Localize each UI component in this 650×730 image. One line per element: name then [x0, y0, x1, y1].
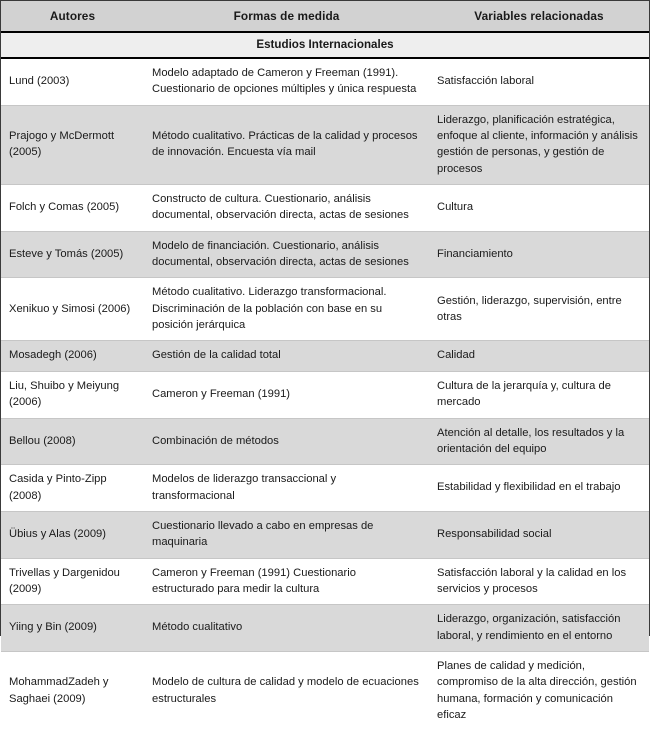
cell-autores: MohammadZadeh y Saghaei (2009): [1, 651, 144, 730]
table-row: [1, 418, 649, 465]
table-row: [1, 278, 649, 341]
table-row: [1, 231, 649, 278]
table-row: [1, 58, 649, 105]
cell-autores: Liu, Shuibo y Meiyung (2006): [1, 371, 144, 418]
cell-autores: Bellou (2008): [1, 418, 144, 465]
table-row: [1, 341, 649, 371]
table-row: [1, 465, 649, 512]
column-header-formas: Formas de medida: [144, 1, 429, 32]
cell-formas: Método cualitativo: [144, 605, 429, 652]
table-row: [1, 371, 649, 418]
cell-autores: Folch y Comas (2005): [1, 185, 144, 232]
table-row: [1, 605, 649, 652]
cell-formas: Gestión de la calidad total: [144, 341, 429, 371]
cell-formas: Cameron y Freeman (1991) Cuestionario estructurado para medir la cultura: [144, 558, 429, 605]
column-header-variables: Variables relacionadas: [429, 1, 649, 32]
table-body: [1, 32, 649, 730]
cell-formas: Modelo de cultura de calidad y modelo de ecuaciones estructurales: [144, 651, 429, 730]
cell-formas: Modelos de liderazgo transaccional y transformacional: [144, 465, 429, 512]
cell-autores: Trivellas y Dargenidou (2009): [1, 558, 144, 605]
cell-autores: Xenikuo y Simosi (2006): [1, 278, 144, 341]
studies-summary-table: [1, 1, 649, 730]
cell-formas: Combinación de métodos: [144, 418, 429, 465]
cell-autores: Esteve y Tomás (2005): [1, 231, 144, 278]
cell-variables: Gestión, liderazgo, supervisión, entre otras: [429, 278, 649, 341]
cell-formas: Método cualitativo. Liderazgo transformacional. Discriminación de la población con base en su posición jerárquica: [144, 278, 429, 341]
cell-formas: Modelo adaptado de Cameron y Freeman (1991). Cuestionario de opciones múltiples y única respuesta: [144, 58, 429, 105]
cell-variables: Cultura de la jerarquía y, cultura de mercado: [429, 371, 649, 418]
cell-variables: Planes de calidad y medición, compromiso de la alta dirección, gestión humana, formación y comunicación eficaz: [429, 651, 649, 730]
cell-variables: Satisfacción laboral y la calidad en los servicios y procesos: [429, 558, 649, 605]
cell-variables: Responsabilidad social: [429, 511, 649, 558]
cell-variables: Liderazgo, planificación estratégica, enfoque al cliente, información y análisis gestión de personas, y gestión de procesos: [429, 105, 649, 184]
cell-variables: Atención al detalle, los resultados y la orientación del equipo: [429, 418, 649, 465]
table-row: [1, 185, 649, 232]
table-header-row: [1, 1, 649, 32]
cell-autores: Mosadegh (2006): [1, 341, 144, 371]
cell-variables: Calidad: [429, 341, 649, 371]
table-row: [1, 651, 649, 730]
cell-formas: Cameron y Freeman (1991): [144, 371, 429, 418]
cell-formas: Constructo de cultura. Cuestionario, análisis documental, observación directa, actas de sesiones: [144, 185, 429, 232]
cell-variables: Satisfacción laboral: [429, 58, 649, 105]
cell-variables: Estabilidad y flexibilidad en el trabajo: [429, 465, 649, 512]
section-title-row: [1, 32, 649, 58]
cell-autores: Prajogo y McDermott (2005): [1, 105, 144, 184]
cell-autores: Casida y Pinto-Zipp (2008): [1, 465, 144, 512]
cell-autores: Übius y Alas (2009): [1, 511, 144, 558]
table-head: [1, 1, 649, 32]
cell-formas: Método cualitativo. Prácticas de la calidad y procesos de innovación. Encuesta vía mail: [144, 105, 429, 184]
cell-autores: Yiing y Bin (2009): [1, 605, 144, 652]
cell-variables: Liderazgo, organización, satisfacción laboral, y rendimiento en el entorno: [429, 605, 649, 652]
column-header-autores: Autores: [1, 1, 144, 32]
section-title: Estudios Internacionales: [1, 32, 649, 58]
cell-formas: Cuestionario llevado a cabo en empresas de maquinaria: [144, 511, 429, 558]
cell-autores: Lund (2003): [1, 58, 144, 105]
table-row: [1, 558, 649, 605]
table-row: [1, 105, 649, 184]
cell-formas: Modelo de financiación. Cuestionario, análisis documental, observación directa, actas de sesiones: [144, 231, 429, 278]
cell-variables: Cultura: [429, 185, 649, 232]
cell-variables: Financiamiento: [429, 231, 649, 278]
table-row: [1, 511, 649, 558]
